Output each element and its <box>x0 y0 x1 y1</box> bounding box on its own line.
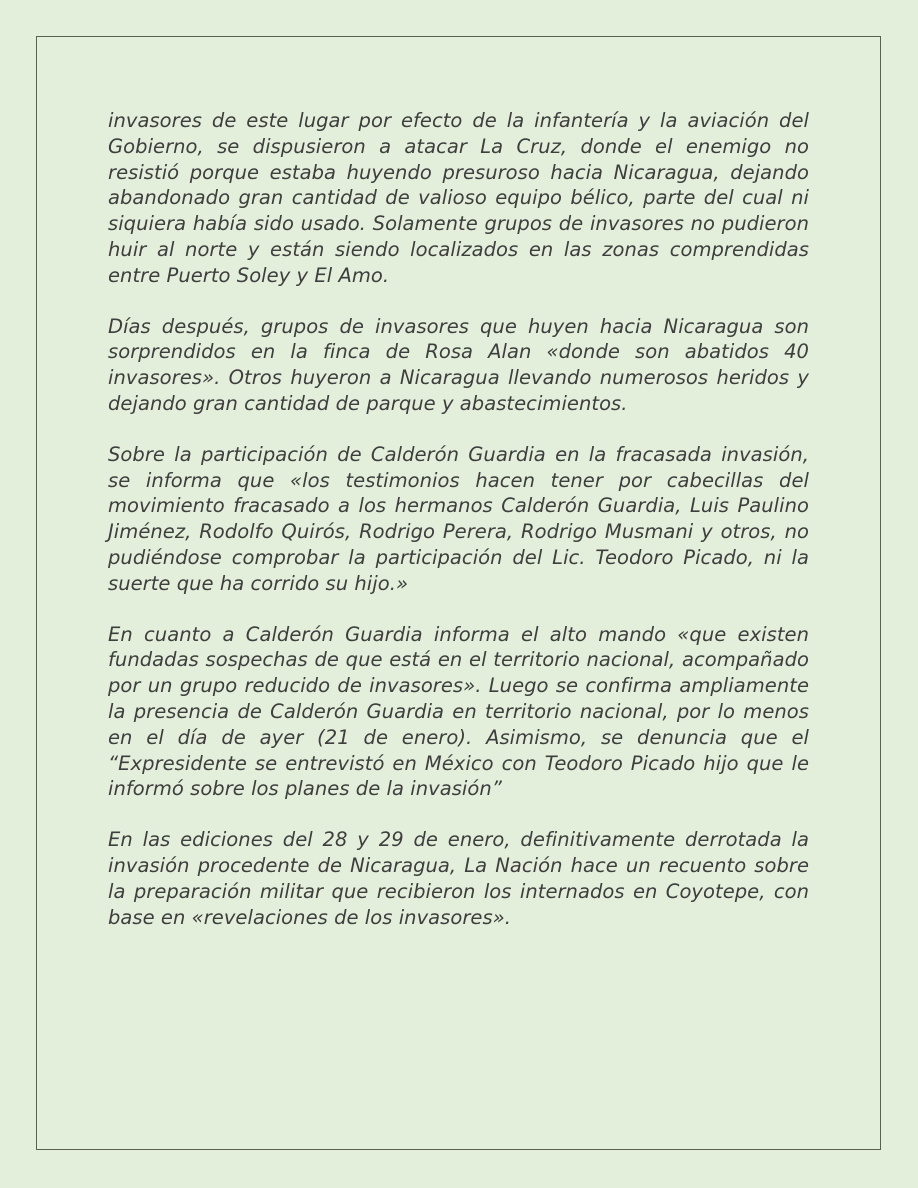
paragraph-la-cruz-attack: invasores de este lugar por efecto de la infantería y la aviación del Gobierno, se dispusieron a atacar La Cruz, donde el enemigo no resistió porque estaba huyendo presuroso hacia Nicaragua, dejando abandonado gran cantidad de valioso equipo bélico, parte del cual ni siquiera había sido usado. Solamente grupos de invasores no pudieron huir al norte y están siendo localizados en las zonas comprendidas entre Puerto Soley y El Amo. <box>108 109 809 287</box>
document-body <box>108 108 809 955</box>
paragraph-calderon-participation: Sobre la participación de Calderón Guardia en la fracasada invasión, se informa que «los testimonios hacen tener por cabecillas del movimiento fracasado a los hermanos Calderón Guardia, Luis Paulino Jiménez, Rodolfo Quirós, Rodrigo Perera, Rodrigo Musmani y otros, no pudiéndose comprobar la participación del Lic. Teodoro Picado, ni la suerte que ha corrido su hijo.» <box>108 442 809 595</box>
paragraph-rosa-alan-farm: Días después, grupos de invasores que huyen hacia Nicaragua son sorprendidos en la finca de Rosa Alan «donde son abatidos 40 invasores». Otros huyeron a Nicaragua llevando numerosos heridos y dejando gran cantidad de parque y abastecimientos. <box>108 314 809 415</box>
paragraph-la-nacion-editions: En las ediciones del 28 y 29 de enero, definitivamente derrotada la invasión procedente de Nicaragua, La Nación hace un recuento sobre la preparación militar que recibieron los internados en Coyotepe, con base en «revelaciones de los invasores». <box>108 828 809 929</box>
paragraph-calderon-presence: En cuanto a Calderón Guardia informa el alto mando «que existen fundadas sospechas de que está en el territorio nacional, acompañado por un grupo reducido de invasores». Luego se confirma ampliamente la presencia de Calderón Guardia en territorio nacional, por lo menos en el día de ayer (21 de enero). Asimismo, se denuncia que el “Expresidente se entrevistó en México con Teodoro Picado hijo que le informó sobre los planes de la invasión” <box>108 622 809 801</box>
